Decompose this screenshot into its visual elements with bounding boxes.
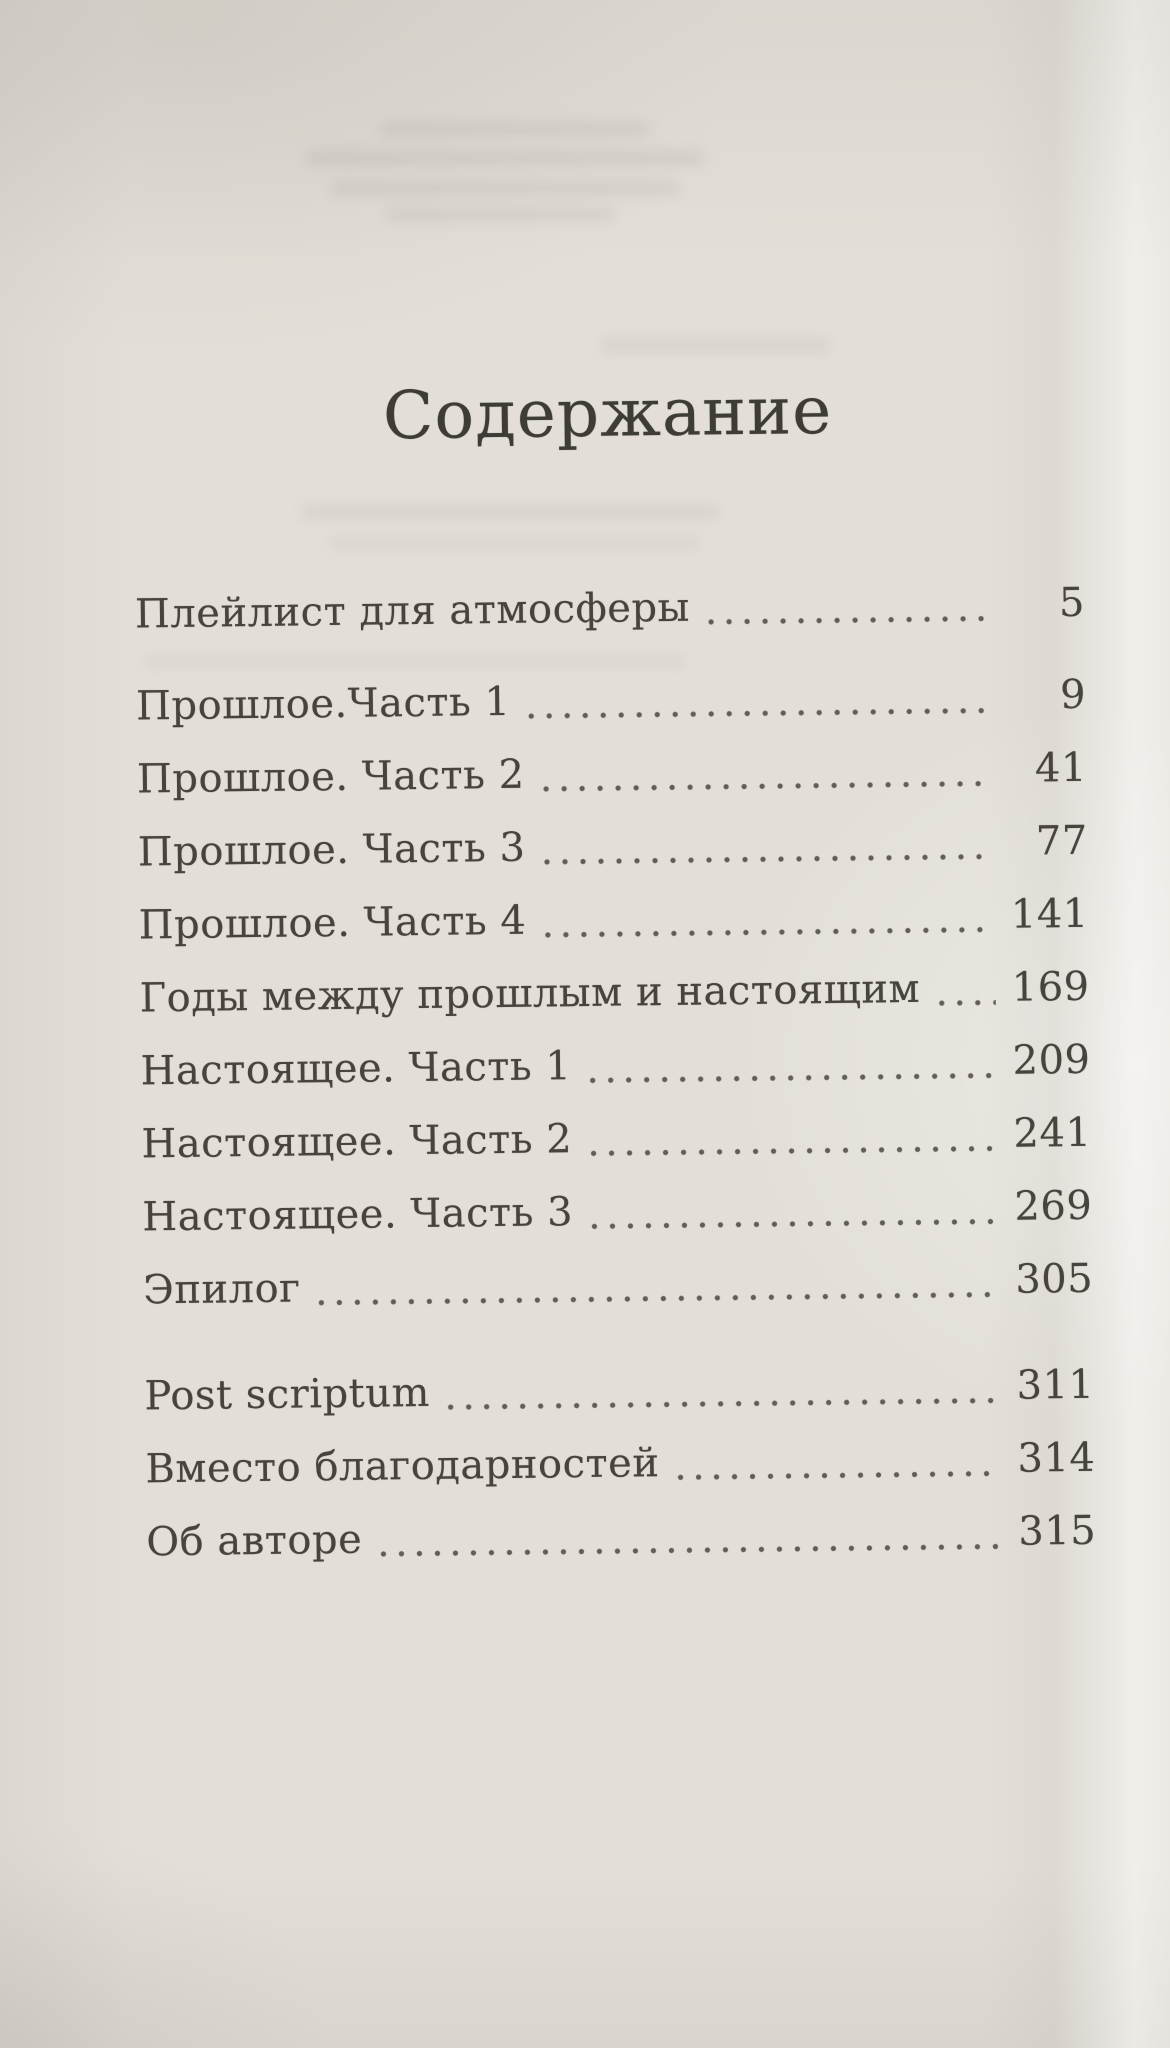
toc-entry <box>146 1507 1097 1567</box>
toc-entry-title: Об авторе <box>146 1516 363 1566</box>
toc-entry <box>137 744 1088 804</box>
dot-leader <box>584 1145 997 1157</box>
toc-entry-title: Прошлое. Часть 3 <box>137 824 526 876</box>
toc-entry-title: Вместо благодарностей <box>145 1440 660 1493</box>
toc-entry-title: Эпилог <box>142 1265 301 1314</box>
dot-leader <box>313 1291 1000 1306</box>
toc-entry-page-number: 269 <box>1014 1182 1093 1230</box>
page-title: Содержание <box>382 371 833 455</box>
toc-entry <box>139 963 1090 1023</box>
dot-leader <box>583 1072 996 1084</box>
dot-leader <box>374 1543 1002 1558</box>
toc-entry-page-number: 311 <box>1016 1361 1095 1409</box>
toc-entry-title: Годы между прошлым и настоящим <box>139 965 921 1022</box>
toc-entry <box>142 1182 1093 1242</box>
dot-leader <box>932 999 996 1007</box>
toc-entry <box>141 1109 1092 1169</box>
toc-entry-page-number: 305 <box>1015 1255 1094 1303</box>
toc-entry-page-number: 241 <box>1013 1109 1092 1157</box>
toc-entry-page-number: 169 <box>1011 963 1090 1011</box>
toc-entry-page-number: 141 <box>1010 890 1089 938</box>
toc-entry <box>136 671 1087 731</box>
toc-entry-title: Прошлое. Часть 2 <box>136 751 525 803</box>
toc-entry-page-number: 41 <box>1034 744 1088 792</box>
toc-entry-page-number: 314 <box>1017 1434 1096 1482</box>
dot-leader <box>538 853 994 866</box>
toc-entry <box>143 1255 1094 1315</box>
toc-entry-title: Настоящее. Часть 2 <box>141 1116 573 1168</box>
toc-entry-title: Прошлое.Часть 1 <box>135 678 511 730</box>
toc-entry-title: Плейлист для атмосферы <box>134 584 691 638</box>
toc-entry-page-number: 77 <box>1035 817 1089 865</box>
dot-leader <box>523 707 993 720</box>
toc-entry <box>140 1036 1091 1096</box>
toc-entry-title: Прошлое. Часть 4 <box>138 897 527 949</box>
dot-leader <box>538 926 994 939</box>
toc-entry-page-number: 209 <box>1012 1036 1091 1084</box>
toc-entry <box>144 1361 1095 1421</box>
toc-entry <box>138 817 1089 877</box>
toc-entry-title: Настоящее. Часть 1 <box>140 1043 572 1095</box>
dot-leader <box>702 615 991 626</box>
dot-leader <box>672 1470 1002 1481</box>
toc-entry <box>135 579 1086 639</box>
dot-leader <box>442 1397 1001 1411</box>
toc-entry-page-number: 315 <box>1018 1507 1097 1555</box>
dot-leader <box>585 1218 998 1230</box>
toc-entry-title: Настоящее. Часть 3 <box>142 1189 574 1241</box>
toc-entry-title: Post scriptum <box>144 1369 431 1420</box>
table-of-contents <box>135 579 1097 1592</box>
toc-entry <box>145 1434 1096 1494</box>
toc-entry-page-number: 5 <box>1058 579 1086 627</box>
toc-entry-page-number: 9 <box>1059 671 1087 719</box>
toc-entry <box>138 890 1089 950</box>
dot-leader <box>537 780 993 793</box>
